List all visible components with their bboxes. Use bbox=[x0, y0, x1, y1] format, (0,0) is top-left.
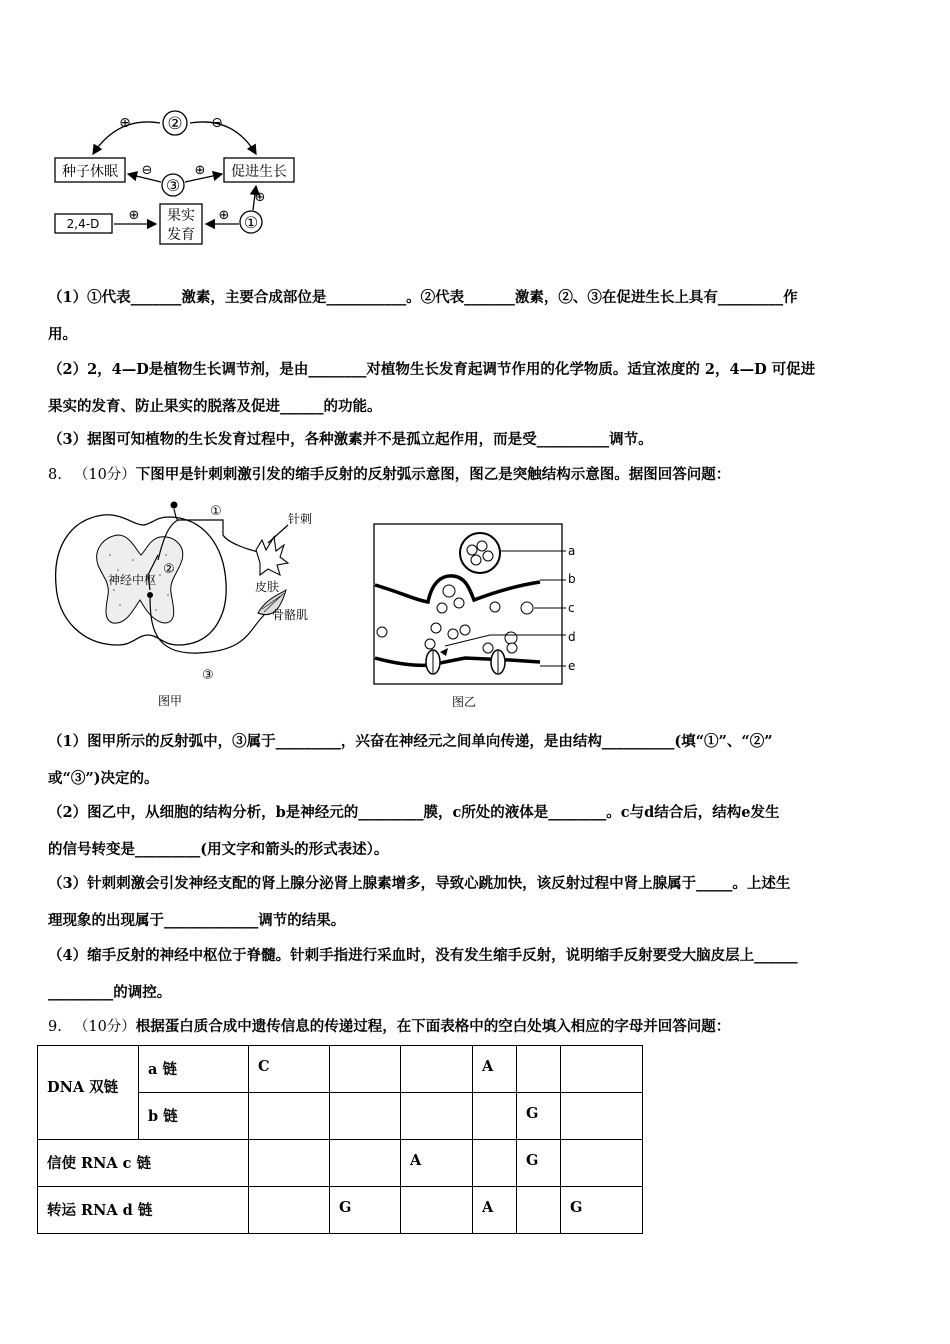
plus-sign: ⊕ bbox=[218, 208, 230, 223]
q9-stem: 根据蛋白质合成中遗传信息的传递过程，在下面表格中的空白处填入相应的字母并回答问题： bbox=[135, 1018, 731, 1035]
table-cell[interactable] bbox=[401, 1093, 473, 1140]
label-3: ③ bbox=[202, 668, 214, 683]
q8-part3-line2: 理现象的出现属于_____________调节的结果。 bbox=[48, 912, 346, 929]
needle-label: 针刺 bbox=[288, 512, 313, 526]
table-cell[interactable] bbox=[473, 1093, 517, 1140]
q8-part1-line2: 或“③”)决定的。 bbox=[48, 770, 159, 787]
table-cell[interactable] bbox=[561, 1140, 643, 1187]
table-row bbox=[38, 1187, 643, 1234]
table-cell[interactable]: G bbox=[330, 1187, 401, 1234]
q8-number: 8. bbox=[48, 467, 62, 483]
q8-heading bbox=[48, 463, 730, 484]
label-1: ① bbox=[210, 504, 222, 519]
table-cell[interactable]: C bbox=[249, 1046, 330, 1093]
table-cell[interactable] bbox=[249, 1187, 330, 1234]
plus-sign: ⊕ bbox=[254, 190, 266, 205]
q9-number: 9. bbox=[48, 1019, 62, 1035]
label-d: d bbox=[568, 630, 576, 644]
q8-part1-line1: （1）图甲所示的反射弧中，③属于_________，兴奋在神经元之间单向传递，是由结构__________(填“①”、“②” bbox=[48, 733, 773, 750]
q8-part2-line1: （2）图乙中，从细胞的结构分析，b是神经元的_________膜，c所处的液体是________。c与d结合后，结构e发生 bbox=[48, 804, 780, 821]
node-2-label: ② bbox=[167, 114, 183, 134]
label-c: c bbox=[568, 601, 575, 615]
plus-sign: ⊕ bbox=[128, 208, 140, 223]
box-fruit-line2: 发育 bbox=[167, 227, 195, 243]
table-cell[interactable] bbox=[517, 1046, 561, 1093]
label-e: e bbox=[568, 659, 576, 673]
synapse-figure bbox=[370, 520, 595, 715]
plus-sign: ⊕ bbox=[119, 115, 131, 131]
table-cell[interactable] bbox=[401, 1046, 473, 1093]
minus-sign: ⊖ bbox=[141, 163, 153, 178]
plus-sign: ⊕ bbox=[194, 163, 206, 178]
fig-a-caption: 图甲 bbox=[158, 694, 183, 708]
codon-table bbox=[37, 1045, 643, 1234]
table-cell[interactable]: A bbox=[473, 1046, 517, 1093]
q7-part2-line1: （2）2，4—D是植物生长调节剂，是由________对植物生长发育起调节作用的化学物质。适宜浓度的 2，4—D 可促进 bbox=[48, 361, 816, 378]
node-1-label: ① bbox=[243, 213, 259, 232]
label-2: ② bbox=[163, 562, 175, 577]
table-cell[interactable] bbox=[561, 1093, 643, 1140]
box-24d-label: 2,4-D bbox=[66, 217, 100, 231]
table-row bbox=[38, 1046, 643, 1093]
table-cell[interactable] bbox=[330, 1140, 401, 1187]
skin-label: 皮肤 bbox=[255, 580, 280, 594]
label-a: a bbox=[568, 544, 576, 558]
row-label: 转运 RNA d 链 bbox=[38, 1187, 249, 1234]
node-3-label: ③ bbox=[165, 176, 181, 195]
table-cell[interactable]: G bbox=[517, 1093, 561, 1140]
row-label: a 链 bbox=[139, 1046, 249, 1093]
q8-part4-line1: （4）缩手反射的神经中枢位于脊髓。针刺手指进行采血时，没有发生缩手反射，说明缩手反射要受大脑皮层上______ bbox=[48, 947, 798, 964]
minus-sign: ⊖ bbox=[211, 115, 223, 131]
q9-score: （10分） bbox=[73, 1019, 136, 1035]
q8-score: （10分） bbox=[73, 467, 136, 483]
row-label: b 链 bbox=[139, 1093, 249, 1140]
hormone-diagram bbox=[48, 106, 308, 251]
table-cell[interactable]: G bbox=[561, 1187, 643, 1234]
box-dormancy-label: 种子休眠 bbox=[62, 164, 118, 180]
row-label: 信使 RNA c 链 bbox=[38, 1140, 249, 1187]
box-growth-label: 促进生长 bbox=[231, 164, 287, 180]
table-cell[interactable] bbox=[561, 1046, 643, 1093]
table-cell[interactable] bbox=[517, 1187, 561, 1234]
q8-part4-line2: _________的调控。 bbox=[48, 984, 172, 1001]
muscle-label: 骨骼肌 bbox=[272, 608, 309, 622]
label-b: b bbox=[568, 572, 576, 586]
table-cell[interactable]: A bbox=[473, 1187, 517, 1234]
table-cell[interactable] bbox=[473, 1140, 517, 1187]
q8-stem: 下图甲是针刺刺激引发的缩手反射的反射弧示意图，图乙是突触结构示意图。据图回答问题： bbox=[135, 466, 731, 483]
box-fruit-line1: 果实 bbox=[167, 208, 195, 224]
table-cell[interactable] bbox=[330, 1046, 401, 1093]
table-cell[interactable] bbox=[401, 1187, 473, 1234]
table-cell[interactable]: G bbox=[517, 1140, 561, 1187]
table-row bbox=[38, 1140, 643, 1187]
table-cell[interactable] bbox=[249, 1140, 330, 1187]
reflex-arc-figure bbox=[48, 495, 348, 715]
q7-part2-line2: 果实的发育、防止果实的脱落及促进______的功能。 bbox=[48, 398, 382, 415]
table-cell[interactable] bbox=[249, 1093, 330, 1140]
table-cell[interactable]: A bbox=[401, 1140, 473, 1187]
table-cell[interactable] bbox=[330, 1093, 401, 1140]
q7-part1-line1: （1）①代表_______激素，主要合成部位是___________。②代表_______激素，②、③在促进生长上具有_________作 bbox=[48, 289, 798, 306]
q7-part3: （3）据图可知植物的生长发育过程中，各种激素并不是孤立起作用，而是受__________调节。 bbox=[48, 431, 653, 448]
q7-part1-line2: 用。 bbox=[48, 326, 77, 343]
center-label: 神经中枢 bbox=[108, 573, 157, 587]
q9-heading bbox=[48, 1015, 730, 1036]
q8-part3-line1: （3）针刺刺激会引发神经支配的肾上腺分泌肾上腺素增多，导致心跳加快，该反射过程中肾上腺属于_____。上述生 bbox=[48, 875, 791, 892]
q8-part2-line2: 的信号转变是_________(用文字和箭头的形式表述）。 bbox=[48, 841, 389, 858]
fig-b-caption: 图乙 bbox=[452, 695, 477, 709]
dna-label: DNA 双链 bbox=[38, 1046, 139, 1140]
